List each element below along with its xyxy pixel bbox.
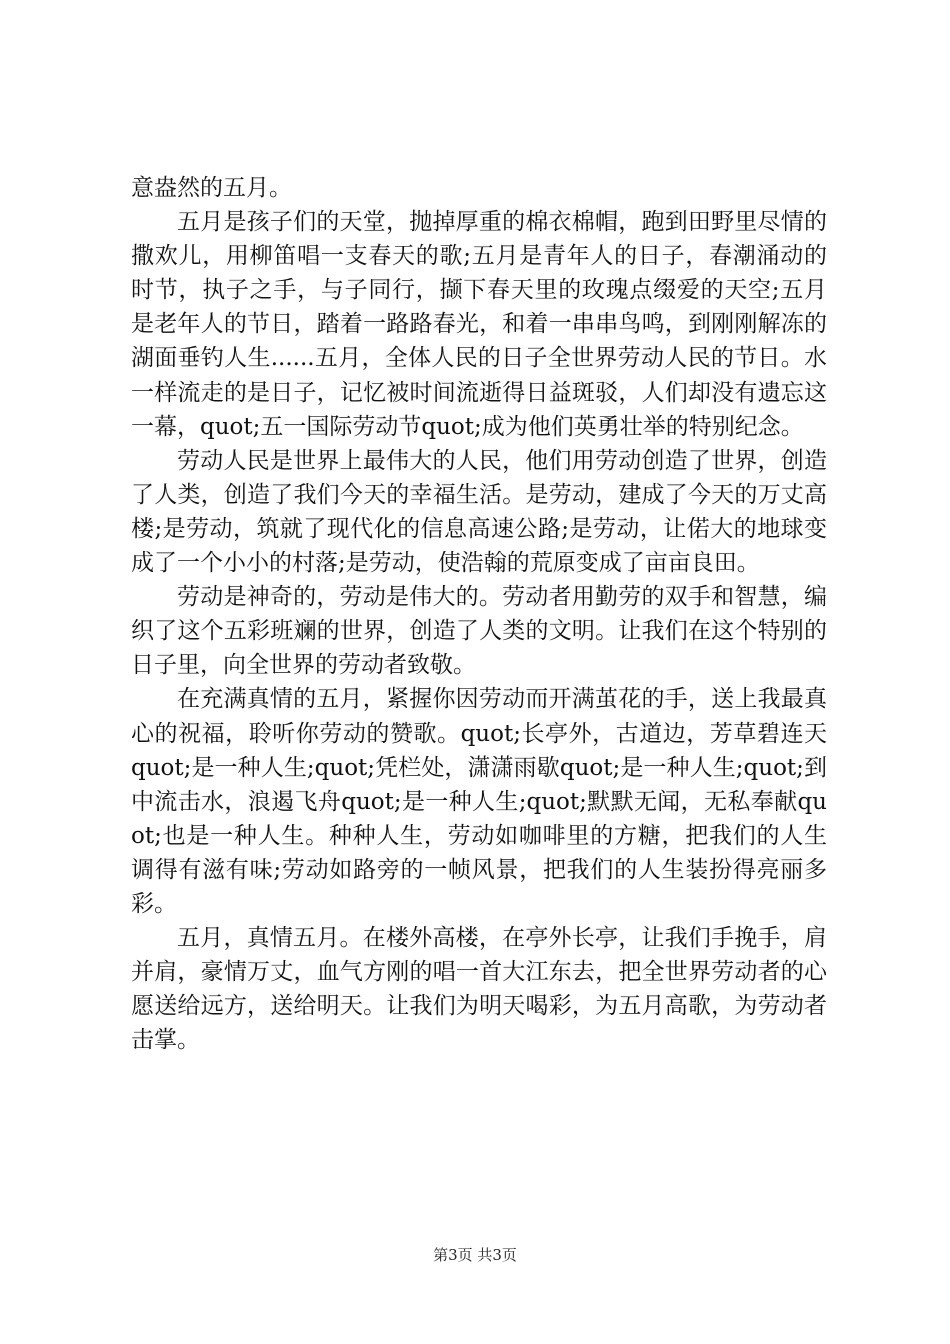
paragraph-may-stages-of-life: 五月是孩子们的天堂，抛掉厚重的棉衣棉帽，跑到田野里尽情的撒欢儿，用柳笛唱一支春天的歌;五月是青年人的日子，春潮涌动的时节，执子之手，与子同行，撷下春天里的玫瑰点缀爱的天空;五月是老年人的节日，踏着一路路春光，和着一串串鸟鸣，到刚刚解冻的湖面垂钓人生......五月，全体人民的日子全世界劳动人民的节日。水一样流走的是日子，记忆被时间流逝得日益斑驳，人们却没有遗忘这一幕，quot;五一国际劳动节quot;成为他们英勇壮举的特别纪念。 xyxy=(131,209,827,440)
document-body xyxy=(131,171,827,1057)
paragraph-labor-is-great: 劳动是神奇的，劳动是伟大的。劳动者用勤劳的双手和智慧，编织了这个五彩班斓的世界，创造了人类的文明。让我们在这个特别的日子里，向全世界的劳动者致敬。 xyxy=(131,584,827,679)
paragraph-kinds-of-life: 在充满真情的五月，紧握你因劳动而开满茧花的手，送上我最真心的祝福，聆听你劳动的赞歌。quot;长亭外，古道边，芳草碧连天quot;是一种人生;quot;凭栏处，潇潇雨歇quot;是一种人生;quot;到中流击水，浪遏飞舟quot;是一种人生;quot;默默无闻，无私奉献quot;也是一种人生。种种人生，劳动如咖啡里的方糖，把我们的人生调得有滋有味;劳动如路旁的一帧风景，把我们的人生装扮得亮丽多彩。 xyxy=(131,686,827,917)
paragraph-laboring-people: 劳动人民是世界上最伟大的人民，他们用劳动创造了世界，创造了人类，创造了我们今天的幸福生活。是劳动，建成了今天的万丈高楼;是劳动，筑就了现代化的信息高速公路;是劳动，让偌大的地球变成了一个小小的村落;是劳动，使浩翰的荒原变成了亩亩良田。 xyxy=(131,447,827,577)
page-number-footer: 第3页 共3页 xyxy=(433,1246,517,1264)
paragraph-continuation: 意盎然的五月。 xyxy=(131,175,292,201)
paragraph-closing: 五月，真情五月。在楼外高楼，在亭外长亭，让我们手挽手，肩并肩，豪情万丈，血气方刚的唱一首大江东去，把全世界劳动者的心愿送给远方，送给明天。让我们为明天喝彩，为五月高歌，为劳动者击掌。 xyxy=(131,925,827,1054)
